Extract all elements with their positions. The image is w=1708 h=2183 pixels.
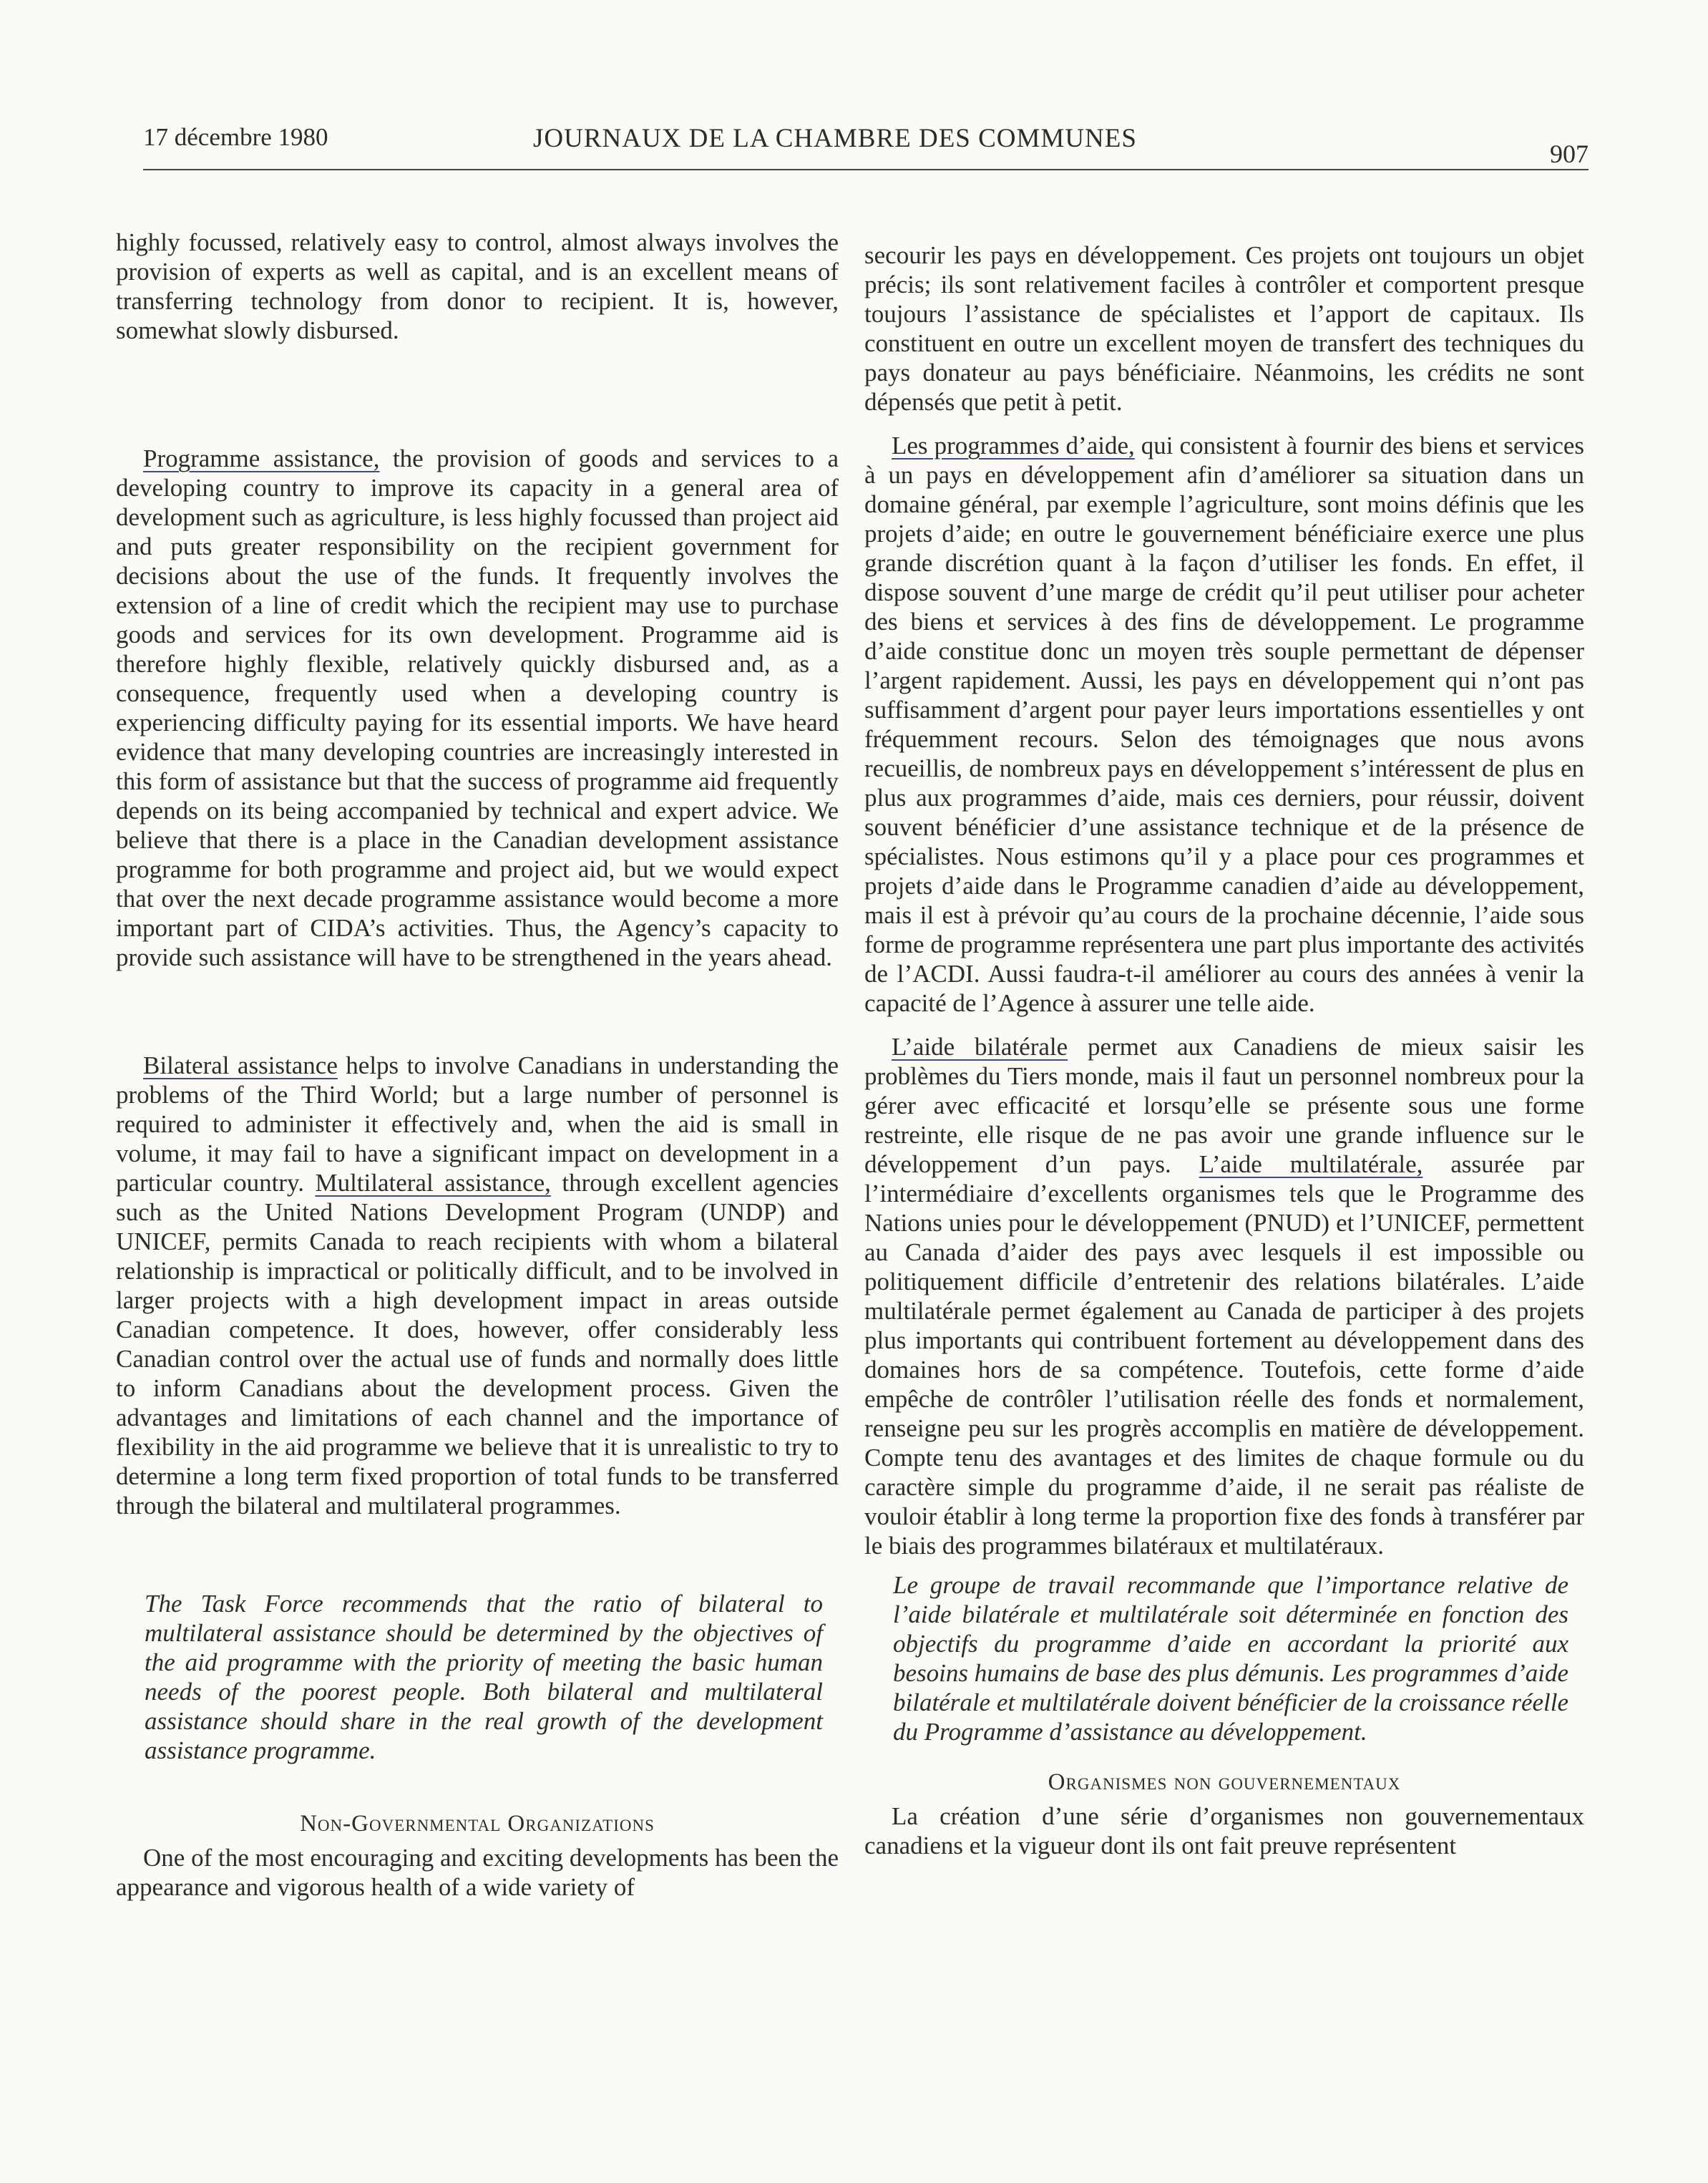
aide-bilaterale-text: permet aux Canadiens de mieux saisir les problèmes du Tiers monde, mais il faut un personnel nombreux pour la gérer avec efficacité et lorsqu’elle se présente sous une forme restreinte, elle risque de ne pas avoir une grande influence sur le développement d’un pays.: [864, 1033, 1584, 1178]
term-programmes-aide: Les programmes d’aide,: [892, 432, 1135, 460]
header-rule: [143, 169, 1589, 170]
programme-assistance-paragraph: [116, 444, 839, 972]
section-heading-ong: Organismes non gouvernementaux: [1048, 1769, 1401, 1795]
programme-assistance-text: the provision of goods and services to a developing country to improve its capacity in a general area of development such as agriculture, is less highly focussed than project aid and puts greater responsibility on the recipient government for decisions about the use of the funds. It frequently involves the extension of a line of credit which the recipient may use to purchase goods and services for its own development. Programme aid is therefore highly flexible, relatively quickly disbursed and, as a consequence, frequently used when a developing country is experiencing difficulty paying for its essential imports. We have heard evidence that many developing countries are increasingly interested in this form of assistance but that the success of programme aid frequently depends on its being accompanied by technical and expert advice. We believe that there is a place in the Canadian development assistance programme for both programme and project aid, but we would expect that over the next decade programme assistance would become a more important part of CIDA’s activities. Thus, the Agency’s capacity to provide such assistance will have to be strengthened in the years ahead.: [116, 444, 839, 971]
aide-bilaterale-paragraph: [864, 1032, 1584, 1560]
section-heading-ngo: Non-Governmental Organizations: [300, 1811, 655, 1837]
term-aide-bilaterale: L’aide bilatérale: [892, 1033, 1068, 1061]
project-aid-paragraph-end: highly focussed, relatively easy to control, almost always involves the provision of experts as well as capital, and is an excellent means of transferring technology from donor to recipient. It is, however, somewhat slowly disbursed.: [116, 228, 839, 344]
french-column: [864, 240, 1584, 1860]
term-programme-assistance: Programme assistance,: [143, 444, 380, 472]
term-aide-multilaterale: L’aide multilatérale,: [1199, 1150, 1423, 1178]
header-date: 17 décembre 1980: [143, 123, 328, 151]
page-header: [143, 123, 1589, 173]
programmes-aide-paragraph: [864, 431, 1584, 1018]
bilateral-text: helps to involve Canadians in understanding the problems of the Third World; but a large number of personnel is required to administer it effectively and, when the aid is small in volume, it may fail to have a significant impact on development in a particular country.: [116, 1051, 839, 1197]
projets-paragraph-end: secourir les pays en développement. Ces projets ont toujours un objet précis; ils sont relativement faciles à contrôler et comportent presque toujours l’assistance de spécialistes et l’apport de capitaux. Ils constituent en outre un excellent moyen de transfert des techniques du pays donateur au pays bénéficiaire. Néanmoins, les crédits ne sont dépensés que petit à petit.: [864, 241, 1584, 416]
ngo-paragraph-start: One of the most encouraging and exciting developments has been the appearance and vigorous health of a wide variety of: [116, 1844, 839, 1901]
task-force-recommendation: The Task Force recommends that the ratio of bilateral to multilateral assistance should be determined by the objectives of the aid programme with the priority of meeting the basic human needs of the poorest people. Both bilateral and multilateral assistance should share in the real growth of the development assistance programme.: [145, 1590, 823, 1764]
term-multilateral-assistance: Multilateral assistance,: [315, 1169, 551, 1197]
bilateral-multilateral-paragraph: [116, 1051, 839, 1520]
ong-paragraph-start: La création d’une série d’organismes non gouvernementaux canadiens et la vigueur dont ils ont fait preuve représentent: [864, 1802, 1584, 1859]
page-number: 907: [1550, 140, 1589, 168]
groupe-travail-recommandation: Le groupe de travail recommande que l’importance relative de l’aide bilatérale et multilatérale soit déterminée en fonction des objectifs du programme d’aide en accordant la priorité aux besoins humains de base des plus démunis. Les programmes d’aide bilatérale et multilatérale doivent bénéficier de la croissance réelle du Programme d’assistance au développement.: [893, 1571, 1568, 1746]
programmes-aide-text: qui consistent à fournir des biens et services à un pays en développement afin d’améliorer sa situation dans un domaine général, par exemple l’agriculture, sont moins définis que les projets d’aide; en outre le gouvernement bénéficiaire exerce une plus grande discrétion quant à la façon d’utiliser les fonds. En effet, il dispose souvent d’une marge de crédit qu’il peut utiliser pour acheter des biens et services à des fins de développement. Le programme d’aide constitue donc un moyen très souple permettant de dépenser l’argent rapidement. Aussi, les pays en développement qui n’ont pas suffisamment d’argent pour payer leurs importations essentielles y ont fréquemment recours. Selon des témoignages que nous avons recueillis, de nombreux pays en développement s’intéressent de plus en plus aux programmes d’aide, mais ces derniers, pour réussir, doivent souvent bénéficier d’une assistance technique et de la présence de spécialistes. Nous estimons qu’il y a place pour ces programmes et projets d’aide dans le Programme canadien d’aide au développement, mais il est à prévoir qu’au cours de la prochaine décennie, l’aide sous forme de programme représentera une part plus importante des activités de l’ACDI. Aussi faudra-t-il améliorer au cours des années à venir la capacité de l’Agence à assurer une telle aide.: [864, 432, 1585, 1017]
term-bilateral-assistance: Bilateral assistance: [143, 1051, 338, 1079]
multilateral-text: through excellent agencies such as the United Nations Development Program (UNDP) and UNICEF, permits Canada to reach recipients with whom a bilateral relationship is impractical or politically difficult, and to be involved in larger projects with a high development impact in areas outside Canadian competence. It does, however, offer considerably less Canadian control over the actual use of funds and normally does little to inform Canadians about the development process. Given the advantages and limitations of each channel and the importance of flexibility in the aid programme we believe that it is unrealistic to try to determine a long term fixed proportion of total funds to be transferred through the bilateral and multilateral programmes.: [116, 1169, 839, 1520]
aide-multilaterale-text: assurée par l’intermédiaire d’excellents organismes tels que le Programme des Nations unies pour le développement (PNUD) et l’UNICEF, permettent au Canada d’aider des pays avec lesquels il est impossible ou politiquement difficile d’entretenir des relations bilatérales. L’aide multilatérale permet également au Canada de participer à des projets plus importants qui contribuent fortement au développement dans des domaines hors de sa compétence. Toutefois, cette forme d’aide empêche de contrôler l’utilisation réelle des fonds et normalement, renseigne peu sur les progrès accomplis en matière de développement. Compte tenu des avantages et des limites de chaque formule ou du caractère simple du programme d’aide, il ne serait pas réaliste de vouloir établir à long terme la proportion fixe des fonds à transférer par le biais des programmes bilatéraux et multilatéraux.: [864, 1150, 1584, 1560]
english-column: [116, 228, 839, 1902]
journal-title: JOURNAUX DE LA CHAMBRE DES COMMUNES: [533, 124, 1137, 153]
